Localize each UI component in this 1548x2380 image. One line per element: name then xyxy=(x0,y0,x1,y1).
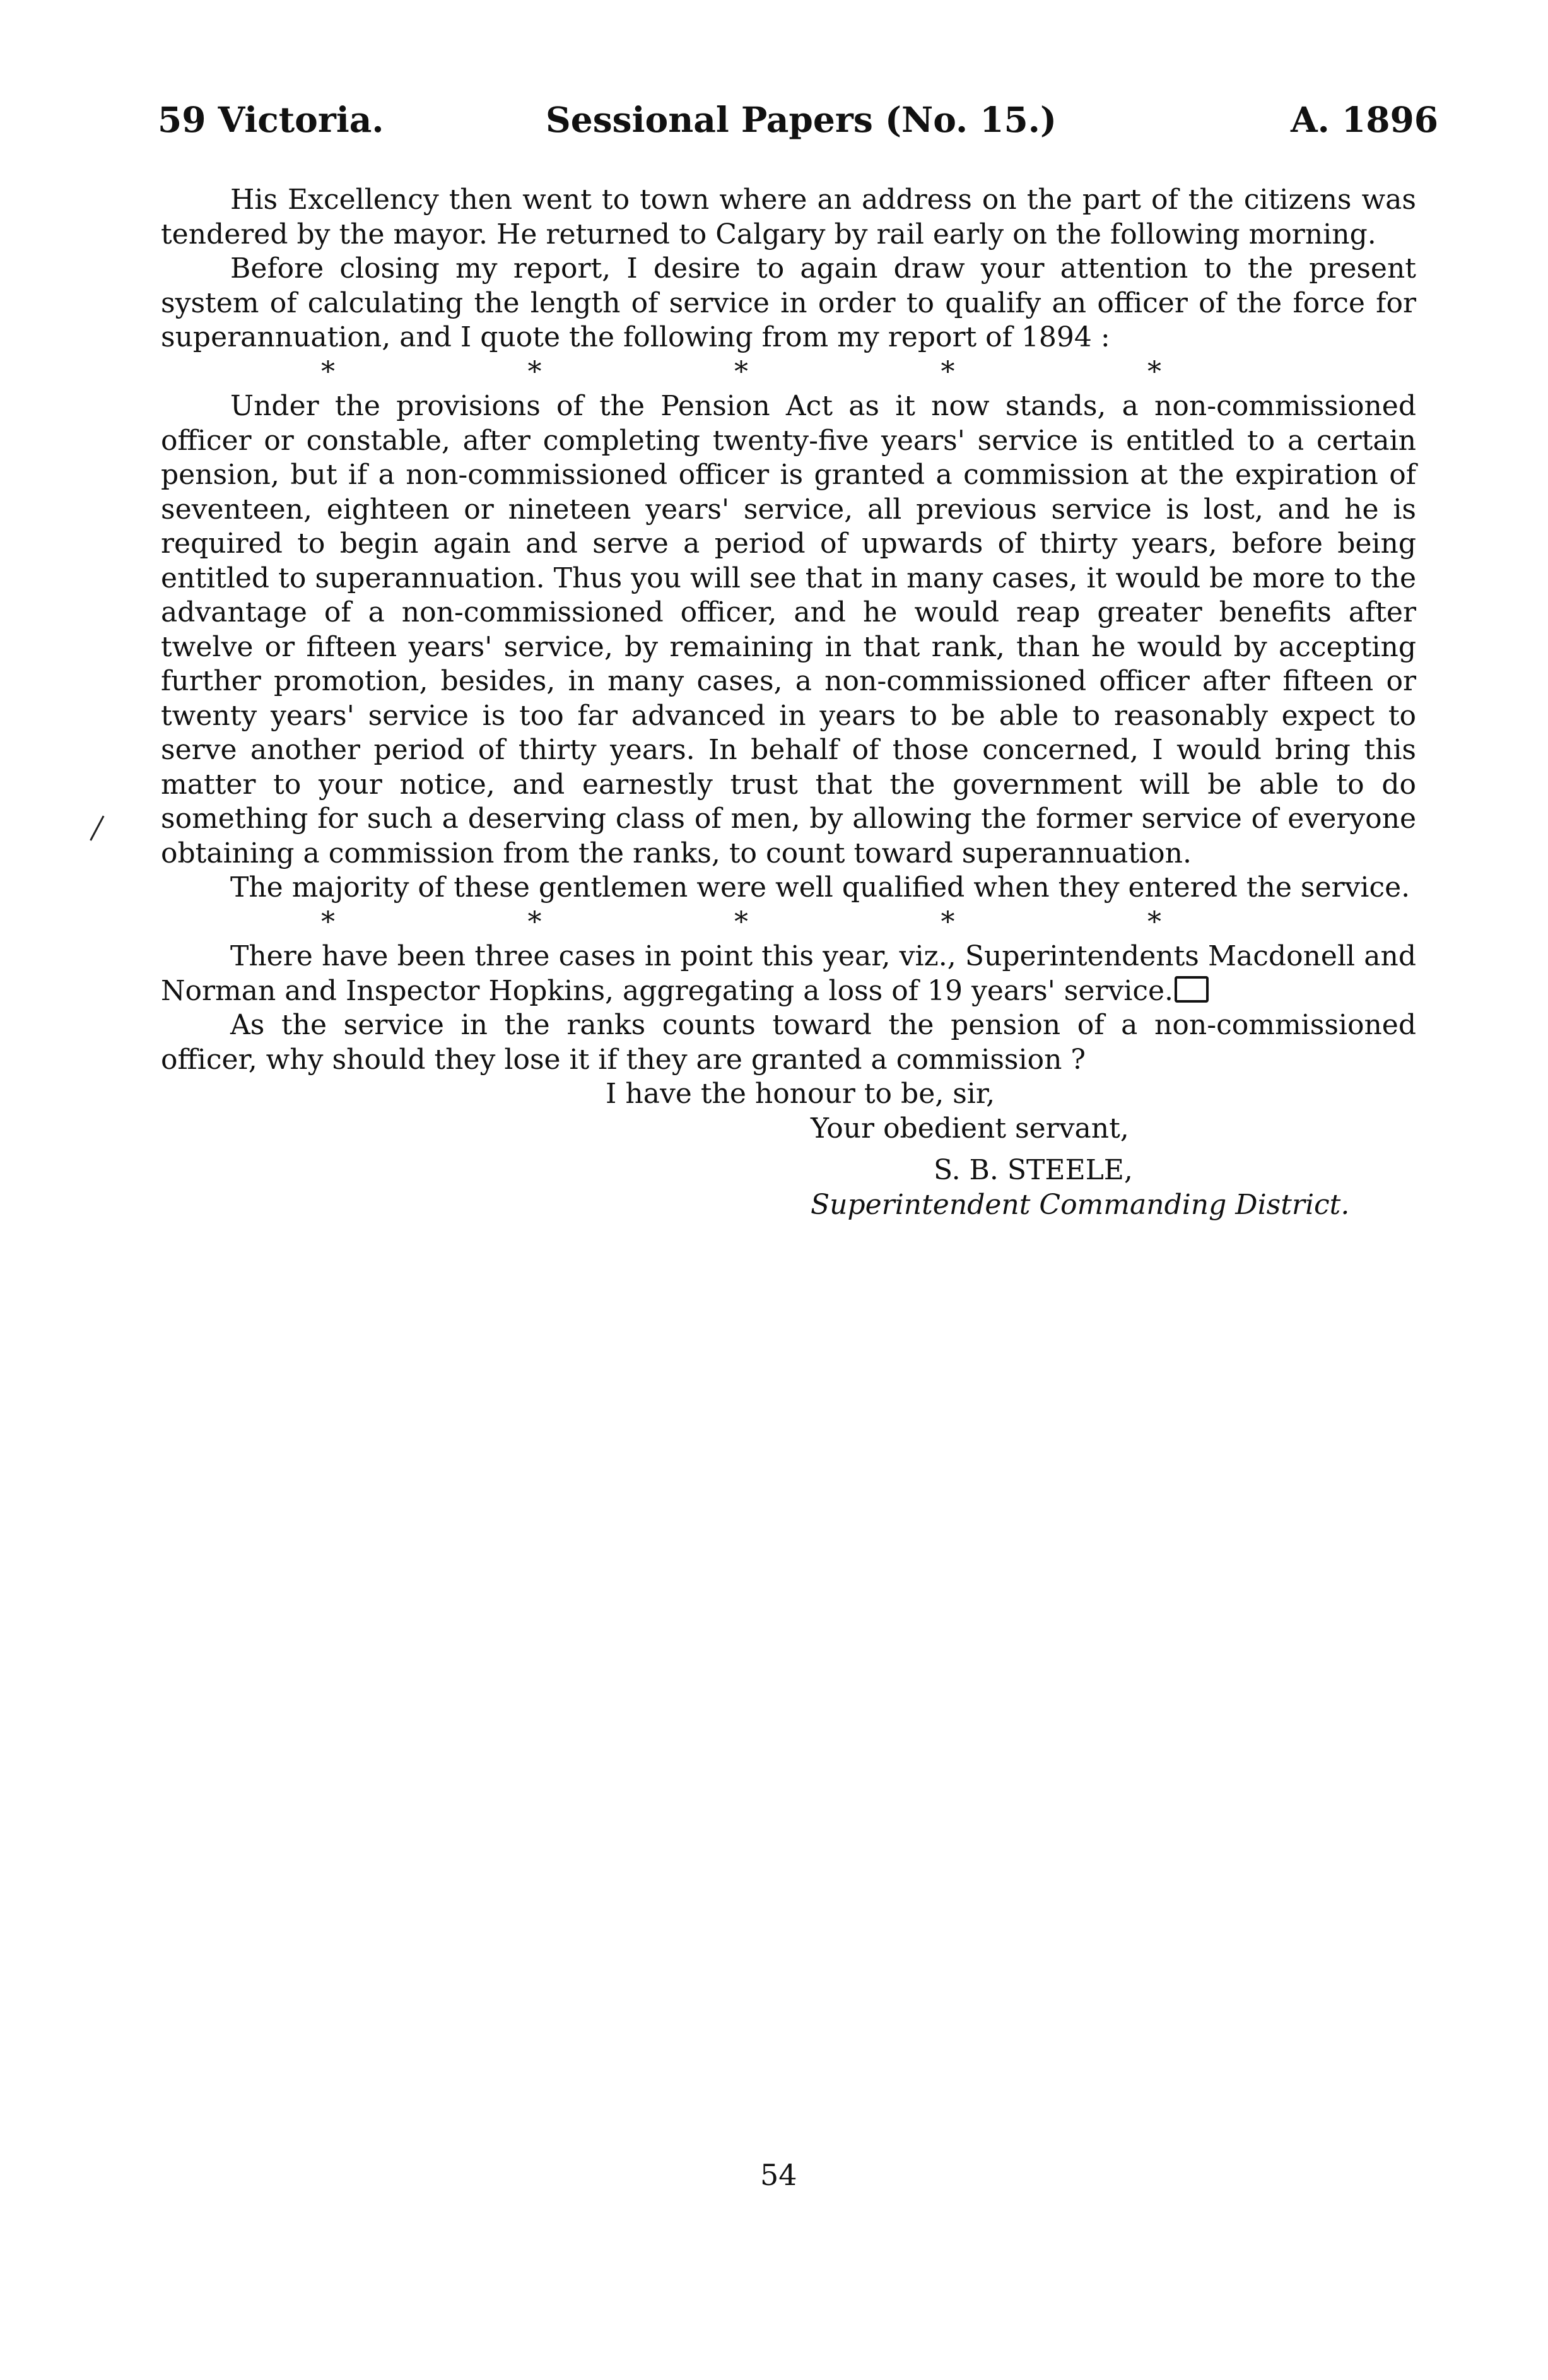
report-body xyxy=(161,183,1416,1222)
signature-title: Superintendent Commanding District. xyxy=(811,1188,1350,1221)
header-publication: Sessional Papers (No. 15.) xyxy=(546,99,1057,140)
paragraph-pension-act: Under the provisions of the Pension Act as it now stands, a non-commissioned officer or constable, after completing twenty-five years' service is entitled to a certain pension, but if a non-commissioned officer is granted a commission at the expiration of seventeen, eighteen or nineteen years' service, all previous service is lost, and he is required to begin again and serve a period of upwards of thirty years, before being entitled to superannuation. Thus you will see that in many cases, it would be more to the advantage of a non-commissioned officer, and he would reap greater benefits after twelve or fifteen years' service, by remaining in that rank, than he would by accepting further promotion, besides, in many cases, a non-commissioned officer after fifteen or twenty years' service is too far advanced in years to be able to reasonably expect to serve another period of thirty years. In behalf of those concerned, I would bring this matter to your notice, and earnestly trust that the government will be able to do something for such a deserving class of men, by allowing the former service of everyone obtaining a commission from the ranks, to count toward superannuation. xyxy=(161,390,1416,869)
margin-pencil-mark xyxy=(90,815,108,842)
ink-bracket-mark xyxy=(1175,976,1209,1003)
asterism-separator xyxy=(319,355,1164,390)
closing-honour: I have the honour to be, sir, xyxy=(606,1078,995,1110)
page-number: 54 xyxy=(760,2158,797,2192)
paragraph-superannuation-intro: Before closing my report, I desire to again draw your attention to the present system of calculating the length of service in order to qualify an officer of the force for superannuation, and I quote the following from my report of 1894 : xyxy=(161,252,1416,353)
cases-text: There have been three cases in point this year, viz., Superintendents Macdonell and Norman and Inspector Hopkins, aggregating a loss of 19 years' service. xyxy=(161,940,1416,1007)
asterisk: * xyxy=(941,905,955,938)
asterisk: * xyxy=(1147,905,1161,938)
asterisk: * xyxy=(941,355,955,388)
header-year: A. 1896 xyxy=(1290,99,1438,140)
header-session: 59 Victoria. xyxy=(158,99,384,140)
asterisk: * xyxy=(734,905,748,938)
paragraph-ranks-service: As the service in the ranks counts toward the pension of a non-commissioned officer, why should they lose it if they are granted a commission ? xyxy=(161,1009,1416,1076)
asterisk: * xyxy=(527,355,542,388)
paragraph-excellency-visit: His Excellency then went to town where an address on the part of the citizens was tendered by the mayor. He returned to Calgary by rail early on the following morning. xyxy=(161,184,1416,250)
asterisk: * xyxy=(1147,355,1161,388)
running-header xyxy=(132,95,1438,145)
asterism-separator xyxy=(319,905,1164,940)
asterisk: * xyxy=(527,905,542,938)
paragraph-gentlemen-qualified: The majority of these gentlemen were well qualified when they entered the service. xyxy=(230,871,1410,904)
asterisk: * xyxy=(734,355,748,388)
asterisk: * xyxy=(321,905,335,938)
paragraph-cases-in-point xyxy=(161,940,1416,1008)
closing-servant: Your obedient servant, xyxy=(811,1112,1129,1145)
asterisk: * xyxy=(321,355,335,388)
signature-name: S. B. STEELE, xyxy=(934,1154,1133,1186)
